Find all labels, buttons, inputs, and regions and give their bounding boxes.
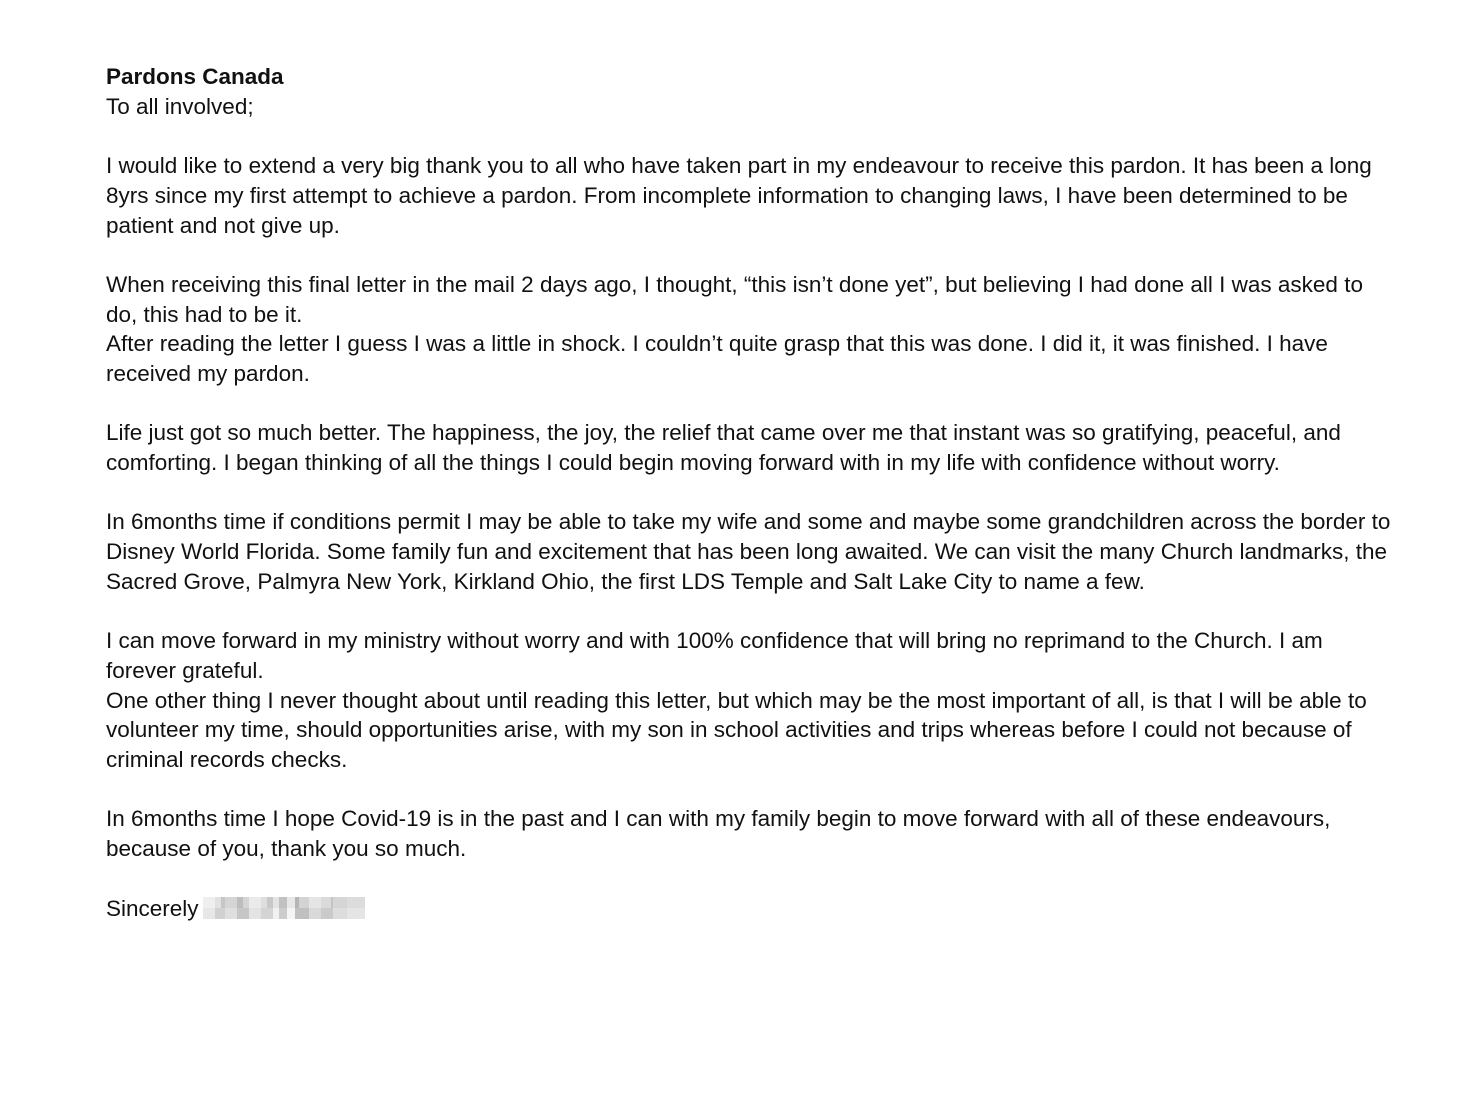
paragraph-covid: In 6months time I hope Covid-19 is in the past and I can with my family begin to move forward with all of these endeavours, because of you, thank you so much. bbox=[106, 806, 1331, 862]
paragraph-volunteer: One other thing I never thought about until reading this letter, but which may be the most important of all, is that I will be able to volunteer my time, should opportunities arise, with my son in school activities and trips whereas before I could not because of criminal records checks. bbox=[106, 687, 1367, 773]
paragraph-final-letter: When receiving this final letter in the mail 2 days ago, I thought, “this isn’t done yet”, but believing I had done all I was asked to do, this had to be it. bbox=[106, 271, 1363, 327]
paragraph-ministry: I can move forward in my ministry without worry and with 100% confidence that will bring no reprimand to the Church. I am forever grateful. bbox=[106, 628, 1323, 683]
letter-body bbox=[106, 62, 1396, 953]
paragraph-life-better: Life just got so much better. The happiness, the joy, the relief that came over me that instant was so gratifying, peaceful, and comforting. I began thinking of all the things I could begin moving forward with in my life with confidence without worry. bbox=[106, 420, 1341, 476]
letter-header bbox=[106, 62, 1396, 121]
paragraph-after-reading: After reading the letter I guess I was a little in shock. I couldn’t quite grasp that this was done. I did it, it was finished. I have received my pardon. bbox=[106, 331, 1328, 386]
salutation: To all involved; bbox=[106, 93, 254, 119]
paragraph-thank-you: I would like to extend a very big thank you to all who have taken part in my endeavour to receive this pardon. It has been a long 8yrs since my first attempt to achieve a pardon. From incomplete information to changing laws, I have been determined to be patient and not give up. bbox=[106, 153, 1372, 238]
paragraph-travel-plans: In 6months time if conditions permit I may be able to take my wife and some and maybe some grandchildren across the border to Disney World Florida. Some family fun and excitement that has been long awaited. We can visit the many Church landmarks, the Sacred Grove, Palmyra New York, Kirkland Ohio, the first LDS Temple and Salt Lake City to name a few. bbox=[106, 509, 1391, 594]
organization-heading: Pardons Canada bbox=[106, 64, 284, 89]
closing-text: Sincerely bbox=[106, 895, 199, 921]
signature-line bbox=[106, 894, 1396, 924]
redacted-signature-name bbox=[203, 897, 365, 919]
